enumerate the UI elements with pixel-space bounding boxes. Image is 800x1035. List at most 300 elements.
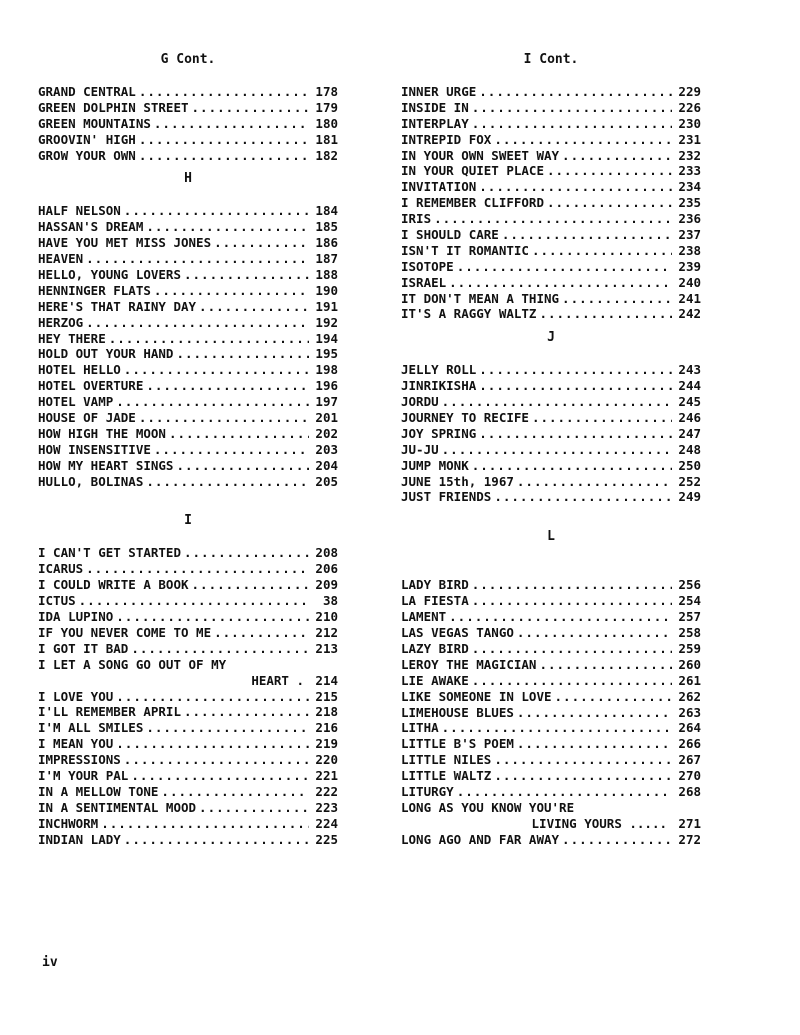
entry-page-number: 257 xyxy=(678,609,701,625)
entry-page-number: 209 xyxy=(315,577,338,593)
index-entry xyxy=(38,609,338,625)
entry-page-number: 233 xyxy=(678,163,701,179)
entry-page-number: 270 xyxy=(678,768,701,784)
entry-page-number: 245 xyxy=(678,394,701,410)
entry-page-number: 196 xyxy=(315,378,338,394)
index-entry xyxy=(38,545,338,561)
entry-page-number: 249 xyxy=(678,489,701,505)
dot-leader xyxy=(146,378,309,394)
entry-page-number: 186 xyxy=(315,235,338,251)
entry-title: JU-JU xyxy=(401,441,439,457)
index-entry xyxy=(401,132,701,148)
entry-title: JOY SPRING xyxy=(401,425,477,441)
entry-title: LONG AGO AND FAR AWAY xyxy=(401,831,560,847)
index-entry xyxy=(38,832,338,848)
entry-title: ISRAEL xyxy=(401,274,447,290)
dot-leader xyxy=(161,784,309,800)
index-entry xyxy=(38,299,338,315)
index-entry xyxy=(401,474,701,490)
entry-title: IN A SENTIMENTAL MOOD xyxy=(38,799,197,815)
dot-leader xyxy=(116,689,309,705)
index-entry xyxy=(38,100,338,116)
entry-page-number: 218 xyxy=(315,704,338,720)
entry-title: GROOVIN' HIGH xyxy=(38,131,136,147)
entry-title: HEAVEN xyxy=(38,251,84,267)
entry-page-number: 250 xyxy=(678,457,701,473)
dot-leader xyxy=(472,100,672,116)
dot-leader xyxy=(532,243,672,259)
dot-leader xyxy=(86,561,309,577)
index-entry xyxy=(38,458,338,474)
section-heading-l: L xyxy=(547,529,555,545)
entry-page-number: 268 xyxy=(678,783,701,799)
entry-title: HENNINGER FLATS xyxy=(38,282,151,298)
entry-page-number: 223 xyxy=(315,799,338,815)
section-heading-h: H xyxy=(184,171,192,187)
entry-page-number: 180 xyxy=(315,115,338,131)
dot-leader xyxy=(176,458,309,474)
entry-title: HOLD OUT YOUR HAND xyxy=(38,346,174,362)
entry-list-i-cont xyxy=(401,84,701,322)
entry-page-number: 266 xyxy=(678,736,701,752)
entry-page-number: 38 xyxy=(322,593,338,609)
entry-title: HOW INSENSITIVE xyxy=(38,441,151,457)
dot-leader xyxy=(479,362,672,378)
entry-page-number: 232 xyxy=(678,147,701,163)
entry-page-number: 267 xyxy=(678,752,701,768)
index-entry xyxy=(401,306,701,322)
dot-leader xyxy=(86,315,309,331)
dot-leader xyxy=(434,211,672,227)
index-entry xyxy=(38,394,338,410)
entry-page-number: 237 xyxy=(678,227,701,243)
entry-page-number: 191 xyxy=(315,298,338,314)
index-entry xyxy=(38,362,338,378)
entry-page-number: 226 xyxy=(678,99,701,115)
index-entry xyxy=(401,275,701,291)
index-entry xyxy=(401,832,701,848)
dot-leader xyxy=(124,203,309,219)
entry-page-number: 231 xyxy=(678,131,701,147)
entry-title: IT'S A RAGGY WALTZ xyxy=(401,306,537,322)
index-entry xyxy=(38,704,338,720)
index-entry xyxy=(401,705,701,721)
entry-title: INNER URGE xyxy=(401,84,477,99)
index-entry xyxy=(401,489,701,505)
entry-page-number: 214 xyxy=(315,672,338,688)
dot-leader xyxy=(192,577,309,593)
entry-page-number: 246 xyxy=(678,410,701,426)
dot-leader xyxy=(442,442,672,458)
index-entry xyxy=(38,331,338,347)
dot-leader xyxy=(199,800,309,816)
dot-leader xyxy=(101,816,309,832)
entry-page-number: 181 xyxy=(315,131,338,147)
dot-leader xyxy=(139,84,309,100)
dot-leader xyxy=(457,259,672,275)
index-entry xyxy=(38,315,338,331)
index-entry xyxy=(38,784,338,800)
entry-title: I'LL REMEMBER APRIL xyxy=(38,704,181,720)
entry-page-number: 219 xyxy=(315,736,338,752)
entry-title: INCHWORM xyxy=(38,815,99,831)
index-entry xyxy=(401,657,701,673)
entry-title: ICARUS xyxy=(38,561,84,577)
dot-leader xyxy=(494,752,672,768)
dot-leader xyxy=(472,458,672,474)
entry-title: IN YOUR QUIET PLACE xyxy=(401,163,544,179)
entry-page-number: 215 xyxy=(315,688,338,704)
entry-page-number: 244 xyxy=(678,378,701,394)
entry-page-number: 241 xyxy=(678,290,701,306)
entry-page-number: 187 xyxy=(315,251,338,267)
index-entry xyxy=(38,768,338,784)
index-entry xyxy=(38,625,338,641)
dot-leader xyxy=(494,489,672,505)
dot-leader xyxy=(517,705,672,721)
dot-leader xyxy=(192,100,309,116)
entry-page-number: 202 xyxy=(315,425,338,441)
entry-page-number: 222 xyxy=(315,783,338,799)
entry-title: I'M YOUR PAL xyxy=(38,767,129,783)
dot-leader xyxy=(124,362,309,378)
entry-title: ICTUS xyxy=(38,593,76,609)
entry-title-continuation: HEART . xyxy=(251,672,304,688)
index-entry xyxy=(401,227,701,243)
index-entry xyxy=(401,362,701,378)
entry-page-number: 192 xyxy=(315,314,338,330)
dot-leader xyxy=(472,641,672,657)
entry-page-number: 238 xyxy=(678,242,701,258)
entry-page-number: 185 xyxy=(315,219,338,235)
entry-page-number: 256 xyxy=(678,577,701,593)
entry-page-number: 236 xyxy=(678,211,701,227)
entry-title: I GOT IT BAD xyxy=(38,640,129,656)
index-entry xyxy=(401,394,701,410)
entry-page-number: 195 xyxy=(315,346,338,362)
entry-title: IT DON'T MEAN A THING xyxy=(401,290,560,306)
dot-leader xyxy=(479,426,672,442)
index-entry xyxy=(401,752,701,768)
entry-title: HASSAN'S DREAM xyxy=(38,219,144,235)
entry-page-number: 201 xyxy=(315,410,338,426)
entry-title: HEY THERE xyxy=(38,330,106,346)
entry-page-number: 221 xyxy=(315,767,338,783)
index-entry xyxy=(38,657,338,673)
entry-title: HULLO, BOLINAS xyxy=(38,473,144,489)
index-entry xyxy=(401,689,701,705)
dot-leader xyxy=(116,736,309,752)
dot-leader xyxy=(442,720,672,736)
entry-page-number: 179 xyxy=(315,99,338,115)
index-entry-continuation xyxy=(401,816,701,832)
index-entry xyxy=(401,720,701,736)
entry-page-number: 190 xyxy=(315,282,338,298)
entry-title: INTREPID FOX xyxy=(401,131,492,147)
entry-title: INTERPLAY xyxy=(401,115,469,131)
entry-title: LADY BIRD xyxy=(401,577,469,593)
dot-leader xyxy=(109,331,309,347)
index-entry xyxy=(38,474,338,490)
entry-page-number: 208 xyxy=(315,545,338,561)
entry-title: LONG AS YOU KNOW YOU'RE xyxy=(401,799,575,815)
index-entry xyxy=(401,768,701,784)
entry-list-l xyxy=(401,577,701,847)
entry-title: HOUSE OF JADE xyxy=(38,410,136,426)
entry-page-number: 198 xyxy=(315,362,338,378)
entry-list-g xyxy=(38,84,338,163)
entry-title: IRIS xyxy=(401,211,432,227)
entry-title: HALF NELSON xyxy=(38,203,121,219)
entry-title: GREEN MOUNTAINS xyxy=(38,115,151,131)
index-entry xyxy=(401,577,701,593)
dot-leader xyxy=(131,768,309,784)
entry-title: HERZOG xyxy=(38,314,84,330)
entry-title: INVITATION xyxy=(401,179,477,195)
entry-page-number: 239 xyxy=(678,258,701,274)
index-entry xyxy=(401,291,701,307)
entry-page-number: 197 xyxy=(315,394,338,410)
entry-title: LAZY BIRD xyxy=(401,640,469,656)
index-entry xyxy=(38,410,338,426)
index-entry xyxy=(38,689,338,705)
index-entry xyxy=(401,641,701,657)
dot-leader xyxy=(86,251,309,267)
dot-leader xyxy=(214,235,309,251)
entry-title: LIMEHOUSE BLUES xyxy=(401,704,514,720)
entry-title: LA FIESTA xyxy=(401,593,469,609)
entry-page-number: 206 xyxy=(315,561,338,577)
entry-title: HOTEL HELLO xyxy=(38,362,121,378)
dot-leader xyxy=(517,474,672,490)
entry-title: I'M ALL SMILES xyxy=(38,720,144,736)
dot-leader xyxy=(479,378,672,394)
section-heading-j: J xyxy=(547,330,555,346)
dot-leader xyxy=(124,752,309,768)
index-entry xyxy=(38,203,338,219)
index-entry xyxy=(401,673,701,689)
entry-title: GREEN DOLPHIN STREET xyxy=(38,99,189,115)
dot-leader xyxy=(539,657,672,673)
entry-title: HOW HIGH THE MOON xyxy=(38,425,166,441)
dot-leader xyxy=(449,275,672,291)
dot-leader xyxy=(199,299,309,315)
entry-page-number: 254 xyxy=(678,593,701,609)
entry-page-number: 242 xyxy=(678,306,701,322)
dot-leader xyxy=(517,736,672,752)
left-column xyxy=(38,52,338,847)
entry-title: INDIAN LADY xyxy=(38,831,121,847)
entry-title: I LOVE YOU xyxy=(38,688,114,704)
entry-page-number: 248 xyxy=(678,441,701,457)
index-entry xyxy=(38,577,338,593)
dot-leader xyxy=(442,394,672,410)
entry-page-number: 235 xyxy=(678,195,701,211)
index-entry xyxy=(38,116,338,132)
index-entry xyxy=(401,800,701,816)
entry-page-number: 234 xyxy=(678,179,701,195)
dot-leader xyxy=(176,346,309,362)
entry-page-number: 272 xyxy=(678,831,701,847)
dot-leader xyxy=(154,283,309,299)
entry-title: IN YOUR OWN SWEET WAY xyxy=(401,147,560,163)
index-entry xyxy=(401,100,701,116)
entry-page-number: 230 xyxy=(678,115,701,131)
dot-leader xyxy=(472,577,672,593)
dot-leader xyxy=(562,148,672,164)
section-heading-i-cont: I Cont. xyxy=(523,52,579,67)
entry-title: LITURGY xyxy=(401,783,454,799)
dot-leader xyxy=(494,132,672,148)
dot-leader xyxy=(472,673,672,689)
index-entry xyxy=(401,593,701,609)
entry-page-number: 259 xyxy=(678,640,701,656)
entry-title: I COULD WRITE A BOOK xyxy=(38,577,189,593)
index-entry xyxy=(401,116,701,132)
entry-list-j xyxy=(401,362,701,505)
index-entry xyxy=(401,179,701,195)
dot-leader xyxy=(479,84,672,100)
index-entry xyxy=(38,267,338,283)
index-entry xyxy=(38,346,338,362)
entry-page-number: 224 xyxy=(315,815,338,831)
dot-leader xyxy=(131,641,309,657)
dot-leader xyxy=(184,267,309,283)
entry-title: LITTLE WALTZ xyxy=(401,768,492,784)
dot-leader xyxy=(116,394,309,410)
dot-leader xyxy=(532,410,672,426)
dot-leader xyxy=(449,609,672,625)
dot-leader xyxy=(169,426,309,442)
index-entry xyxy=(38,235,338,251)
entry-title: LAMENT xyxy=(401,609,447,625)
dot-leader xyxy=(555,689,672,705)
dot-leader xyxy=(146,474,309,490)
entry-title: JELLY ROLL xyxy=(401,362,477,378)
index-entry xyxy=(401,426,701,442)
index-entry xyxy=(38,378,338,394)
entry-list-h xyxy=(38,203,338,489)
entry-title: I MEAN YOU xyxy=(38,736,114,752)
entry-title: JUNE 15th, 1967 xyxy=(401,473,514,489)
section-heading-g-cont: G Cont. xyxy=(160,52,216,67)
index-entry xyxy=(401,736,701,752)
entry-title: LITTLE NILES xyxy=(401,752,492,768)
entry-page-number: 271 xyxy=(678,815,701,831)
entry-title: I REMEMBER CLIFFORD xyxy=(401,195,544,211)
index-entry xyxy=(401,458,701,474)
entry-title: INSIDE IN xyxy=(401,99,469,115)
entry-title: GRAND CENTRAL xyxy=(38,84,136,99)
dot-leader xyxy=(539,306,672,322)
entry-title: JOURNEY TO RECIFE xyxy=(401,410,529,426)
dot-leader xyxy=(479,179,672,195)
entry-title: IF YOU NEVER COME TO ME xyxy=(38,624,212,640)
dot-leader xyxy=(502,227,672,243)
index-entry xyxy=(38,736,338,752)
index-entry xyxy=(401,378,701,394)
index-entry xyxy=(401,625,701,641)
entry-page-number: 205 xyxy=(315,473,338,489)
index-entry xyxy=(38,219,338,235)
entry-page-number: 188 xyxy=(315,267,338,283)
index-entry xyxy=(401,211,701,227)
entry-page-number: 225 xyxy=(315,831,338,847)
entry-page-number: 184 xyxy=(315,203,338,219)
entry-title: LIE AWAKE xyxy=(401,672,469,688)
right-column xyxy=(401,52,701,848)
index-entry xyxy=(38,800,338,816)
entry-page-number: 178 xyxy=(315,84,338,99)
dot-leader xyxy=(154,442,309,458)
entry-page-number: 212 xyxy=(315,624,338,640)
entry-title: ISN'T IT ROMANTIC xyxy=(401,242,529,258)
entry-title: I SHOULD CARE xyxy=(401,227,499,243)
index-entry xyxy=(38,426,338,442)
index-entry xyxy=(38,720,338,736)
index-entry xyxy=(38,283,338,299)
entry-title: LIKE SOMEONE IN LOVE xyxy=(401,688,552,704)
entry-title: HERE'S THAT RAINY DAY xyxy=(38,298,197,314)
dot-leader xyxy=(116,609,309,625)
entry-title: HOTEL OVERTURE xyxy=(38,378,144,394)
entry-page-number: 229 xyxy=(678,84,701,99)
entry-page-number: 182 xyxy=(315,147,338,163)
entry-page-number: 261 xyxy=(678,672,701,688)
entry-page-number: 260 xyxy=(678,656,701,672)
entry-page-number: 216 xyxy=(315,720,338,736)
entry-list-i xyxy=(38,545,338,847)
index-entry xyxy=(401,243,701,259)
entry-page-number: 213 xyxy=(315,640,338,656)
entry-title: HELLO, YOUNG LOVERS xyxy=(38,267,181,283)
dot-leader xyxy=(214,625,309,641)
dot-leader xyxy=(562,832,672,848)
dot-leader xyxy=(547,163,672,179)
entry-page-number: 194 xyxy=(315,330,338,346)
dot-leader xyxy=(139,148,309,164)
entry-page-number: 203 xyxy=(315,441,338,457)
entry-page-number: 204 xyxy=(315,457,338,473)
dot-leader xyxy=(139,132,309,148)
entry-title: I CAN'T GET STARTED xyxy=(38,545,181,561)
entry-page-number: 220 xyxy=(315,752,338,768)
dot-leader xyxy=(562,291,672,307)
entry-title: IDA LUPINO xyxy=(38,609,114,625)
dot-leader xyxy=(472,593,672,609)
index-entry xyxy=(401,259,701,275)
dot-leader xyxy=(517,625,672,641)
entry-title: IMPRESSIONS xyxy=(38,752,121,768)
index-entry xyxy=(401,784,701,800)
index-entry xyxy=(38,816,338,832)
index-entry xyxy=(401,163,701,179)
entry-title: IN A MELLOW TONE xyxy=(38,783,159,799)
index-entry xyxy=(401,410,701,426)
entry-page-number: 263 xyxy=(678,704,701,720)
entry-title: JUST FRIENDS xyxy=(401,489,492,505)
entry-title: LITHA xyxy=(401,720,439,736)
index-entry xyxy=(38,752,338,768)
page-number: iv xyxy=(42,955,58,970)
entry-title: HOTEL VAMP xyxy=(38,394,114,410)
dot-leader xyxy=(494,768,672,784)
entry-title: JUMP MONK xyxy=(401,457,469,473)
dot-leader xyxy=(146,720,309,736)
entry-page-number: 258 xyxy=(678,625,701,641)
dot-leader xyxy=(547,195,672,211)
index-entry xyxy=(38,132,338,148)
